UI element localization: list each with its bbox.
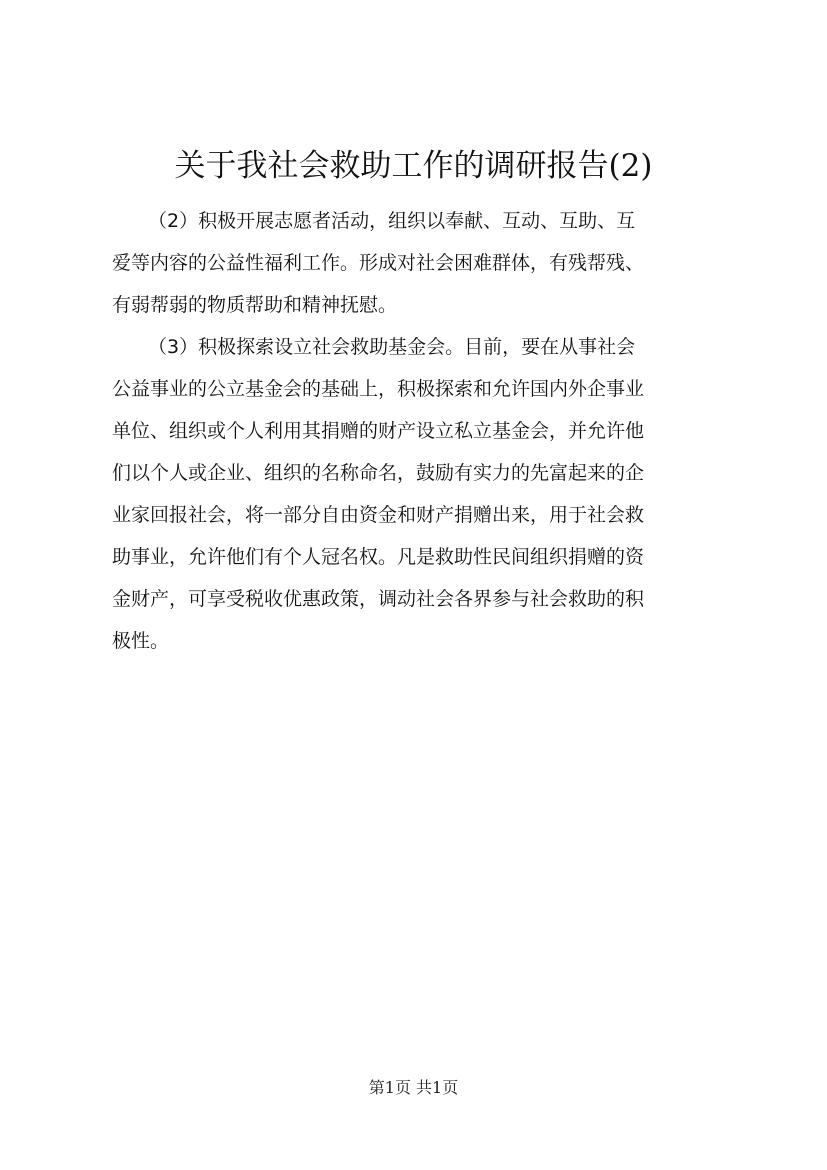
- paragraph-line: 公益事业的公立基金会的基础上，积极探索和允许国内外企事业: [112, 378, 645, 400]
- paragraph-line: （2）积极开展志愿者活动，组织以奉献、互动、互助、互: [148, 210, 636, 232]
- paragraph-line: （3）积极探索设立社会救助基金会。目前，要在从事社会: [148, 336, 636, 358]
- paragraph-line: 极性。: [112, 630, 170, 652]
- document-title: 关于我社会救助工作的调研报告(2): [174, 148, 653, 184]
- paragraph-line: 金财产，可享受税收优惠政策，调动社会各界参与社会救助的积: [112, 588, 645, 610]
- paragraph-line: 爱等内容的公益性福利工作。形成对社会困难群体，有残帮残、: [112, 252, 645, 274]
- paragraph-line: 们以个人或企业、组织的名称命名，鼓励有实力的先富起来的企: [112, 462, 645, 484]
- page-footer: 第1页 共1页: [368, 1078, 459, 1097]
- paragraph-line: 单位、组织或个人利用其捐赠的财产设立私立基金会，并允许他: [112, 420, 645, 442]
- paragraph-line: 助事业，允许他们有个人冠名权。凡是救助性民间组织捐赠的资: [112, 546, 645, 568]
- paragraph-line: 业家回报社会，将一部分自由资金和财产捐赠出来，用于社会救: [112, 504, 645, 526]
- paragraph-line: 有弱帮弱的物质帮助和精神抚慰。: [112, 294, 398, 316]
